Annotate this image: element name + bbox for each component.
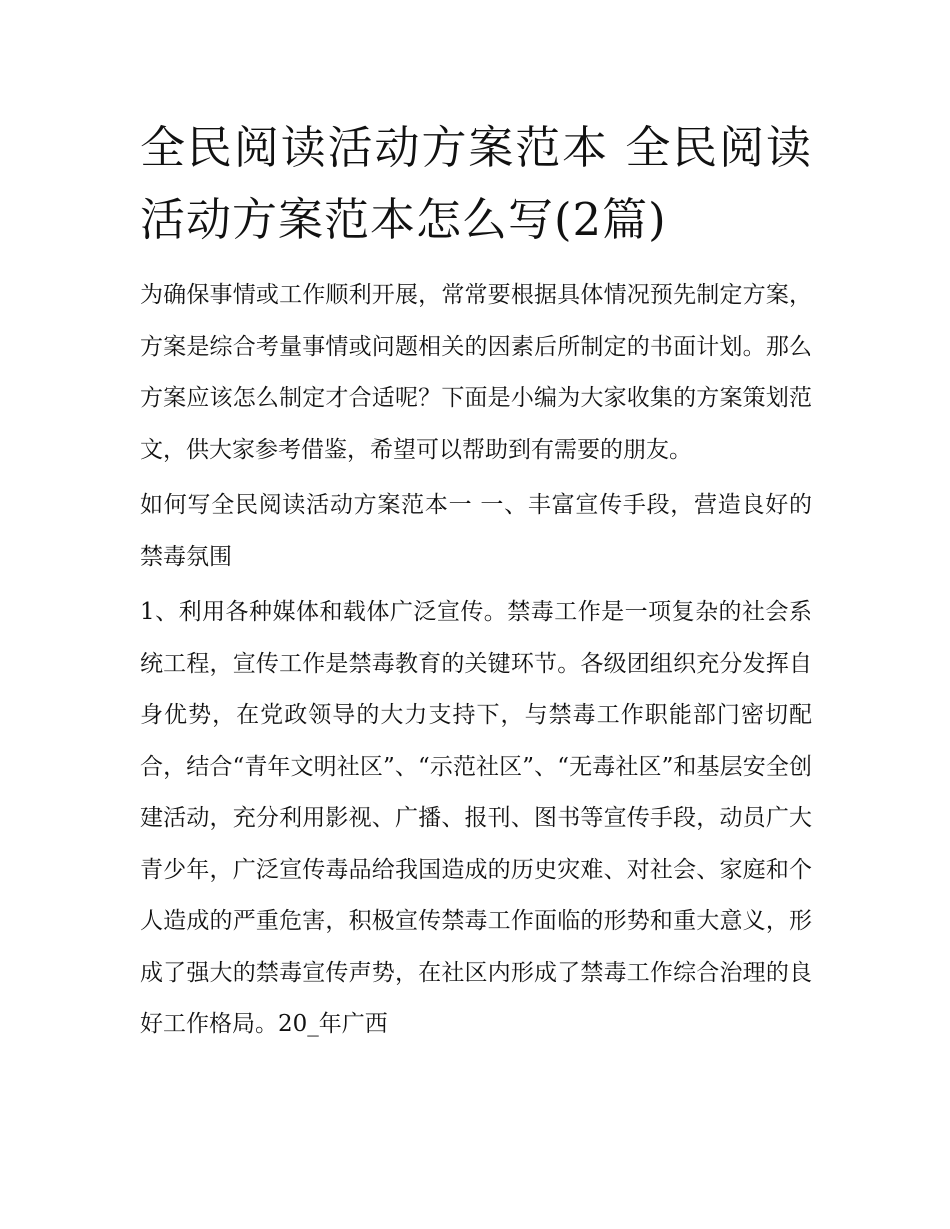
document-title: 全民阅读活动方案范本 全民阅读活动方案范本怎么写(2篇) xyxy=(140,121,812,246)
body-paragraph: 1、利用各种媒体和载体广泛宣传。禁毒工作是一项复杂的社会系统工程，宣传工作是禁毒教育的关键环节。各级团组织充分发挥自身优势，在党政领导的大力支持下，与禁毒工作职能部门密切配合，结合“青年文明社区”、“示范社区”、“无毒社区”和基层安全创建活动，充分利用影视、广播、报刊、图书等宣传手段，动员广大青少年，广泛宣传毒品给我国造成的历史灾难、对社会、家庭和个人造成的严重危害，积极宣传禁毒工作面临的形势和重大意义，形成了强大的禁毒宣传声势，在社区内形成了禁毒工作综合治理的良好工作格局。20_年广西 xyxy=(140,599,812,1037)
section-heading: 如何写全民阅读活动方案范本一 一、丰富宣传手段，营造良好的禁毒氛围 xyxy=(140,492,812,570)
intro-paragraph: 为确保事情或工作顺利开展，常常要根据具体情况预先制定方案，方案是综合考量事情或问题相关的因素后所制定的书面计划。那么方案应该怎么制定才合适呢？下面是小编为大家收集的方案策划范文，供大家参考借鉴，希望可以帮助到有需要的朋友。 xyxy=(140,282,812,463)
document-body xyxy=(140,112,812,1051)
